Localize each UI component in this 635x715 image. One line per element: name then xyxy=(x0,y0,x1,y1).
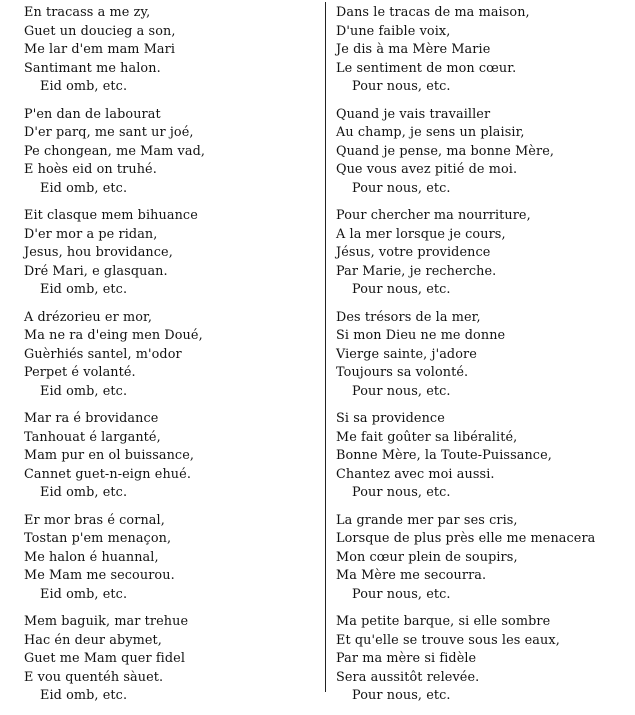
verse-line: Ma petite barque, si elle sombre xyxy=(336,614,551,629)
verse-line: Si mon Dieu ne me donne xyxy=(336,328,506,343)
verse-line: Cannet guet-n-eign ehué. xyxy=(24,466,191,482)
verse-line: Au champ, je sens un plaisir, xyxy=(336,125,525,140)
column-divider xyxy=(325,2,326,692)
verse-line: Er mor bras é cornal, xyxy=(24,512,165,528)
refrain-line: Pour nous, etc. xyxy=(352,180,451,196)
french-translation-column xyxy=(336,4,628,715)
refrain-line: Pour nous, etc. xyxy=(352,586,451,602)
verse-line: Par Marie, je recherche. xyxy=(336,263,497,279)
verse-line: Jésus, votre providence xyxy=(336,245,491,260)
stanza xyxy=(24,512,316,605)
verse-line: D'une faible voix, xyxy=(336,23,451,39)
verse-line: Me fait goûter sa libéralité, xyxy=(336,429,518,445)
verse-line: Pe chongean, me Mam vad, xyxy=(24,143,206,159)
refrain-line: Eid omb, etc. xyxy=(40,383,128,399)
verse-line: Tanhouat é larganté, xyxy=(24,429,161,445)
stanza xyxy=(24,207,316,300)
verse-line: Mem baguik, mar trehue xyxy=(24,614,189,629)
breton-text-column xyxy=(24,4,316,715)
stanza xyxy=(336,512,628,605)
verse-line: Si sa providence xyxy=(336,411,445,426)
verse-line: Dans le tracas de ma maison, xyxy=(336,5,530,20)
verse-line: Quand je vais travailler xyxy=(336,106,491,122)
verse-line: Bonne Mère, la Toute-Puissance, xyxy=(336,448,552,463)
refrain-line: Eid omb, etc. xyxy=(40,688,128,703)
verse-line: Santimant me halon. xyxy=(24,60,161,76)
refrain-line: Eid omb, etc. xyxy=(40,79,128,94)
refrain-line: Pour nous, etc. xyxy=(352,688,451,703)
stanza xyxy=(336,309,628,402)
verse-line: E hoès eid on truhé. xyxy=(24,162,157,177)
verse-line: Vierge sainte, j'adore xyxy=(336,346,477,362)
stanza xyxy=(336,613,628,706)
verse-line: Me Mam me secourou. xyxy=(24,568,175,583)
stanza xyxy=(24,410,316,503)
verse-line: Perpet é volanté. xyxy=(24,365,136,380)
verse-line: E vou quentéh sàuet. xyxy=(24,669,164,685)
verse-line: Sera aussitôt relevée. xyxy=(336,669,480,685)
stanza xyxy=(24,309,316,402)
refrain-line: Eid omb, etc. xyxy=(40,586,128,602)
verse-line: Ma Mère me secourra. xyxy=(336,568,487,583)
stanza xyxy=(24,4,316,97)
stanza xyxy=(336,207,628,300)
verse-line: Et qu'elle se trouve sous les eaux, xyxy=(336,632,560,648)
verse-line: Guet me Mam quer fidel xyxy=(24,651,186,666)
verse-line: Mon cœur plein de soupirs, xyxy=(336,549,518,565)
refrain-line: Eid omb, etc. xyxy=(40,485,128,500)
verse-line: Tostan p'em menaçon, xyxy=(24,531,172,546)
verse-line: A la mer lorsque je cours, xyxy=(336,226,506,242)
verse-line: Toujours sa volonté. xyxy=(336,365,469,380)
verse-line: Guèrhiés santel, m'odor xyxy=(24,346,182,362)
verse-line: A drézorieu er mor, xyxy=(24,309,153,325)
stanza xyxy=(24,106,316,199)
verse-line: Eit clasque mem bihuance xyxy=(24,208,198,223)
verse-line: Dré Mari, e glasquan. xyxy=(24,263,168,279)
verse-line: Je dis à ma Mère Marie xyxy=(336,42,491,57)
stanza xyxy=(24,613,316,706)
verse-line: Jesus, hou brovidance, xyxy=(24,245,173,260)
verse-line: D'er mor a pe ridan, xyxy=(24,226,158,242)
refrain-line: Pour nous, etc. xyxy=(352,383,451,399)
verse-line: Que vous avez pitié de moi. xyxy=(336,162,518,177)
verse-line: Mar ra é brovidance xyxy=(24,411,159,426)
stanza xyxy=(336,4,628,97)
verse-line: Le sentiment de mon cœur. xyxy=(336,60,517,76)
verse-line: Me lar d'em mam Mari xyxy=(24,42,176,57)
refrain-line: Eid omb, etc. xyxy=(40,180,128,196)
verse-line: P'en dan de labourat xyxy=(24,106,161,122)
refrain-line: Pour nous, etc. xyxy=(352,282,451,297)
verse-line: La grande mer par ses cris, xyxy=(336,512,518,528)
verse-line: Lorsque de plus près elle me menacera xyxy=(336,531,596,546)
refrain-line: Pour nous, etc. xyxy=(352,79,451,94)
verse-line: Ma ne ra d'eing men Doué, xyxy=(24,328,203,343)
verse-line: Des trésors de la mer, xyxy=(336,309,481,325)
refrain-line: Eid omb, etc. xyxy=(40,282,128,297)
verse-line: D'er parq, me sant ur joé, xyxy=(24,125,194,140)
verse-line: Me halon é huannal, xyxy=(24,549,159,565)
stanza xyxy=(336,410,628,503)
verse-line: Hac én deur abymet, xyxy=(24,632,162,648)
verse-line: Chantez avec moi aussi. xyxy=(336,466,495,482)
verse-line: En tracass a me zy, xyxy=(24,5,151,20)
verse-line: Mam pur en ol buissance, xyxy=(24,448,195,463)
verse-line: Pour chercher ma nourriture, xyxy=(336,208,531,223)
verse-line: Guet un doucieg a son, xyxy=(24,23,176,39)
verse-line: Par ma mère si fidèle xyxy=(336,651,477,666)
refrain-line: Pour nous, etc. xyxy=(352,485,451,500)
verse-line: Quand je pense, ma bonne Mère, xyxy=(336,143,555,159)
stanza xyxy=(336,106,628,199)
